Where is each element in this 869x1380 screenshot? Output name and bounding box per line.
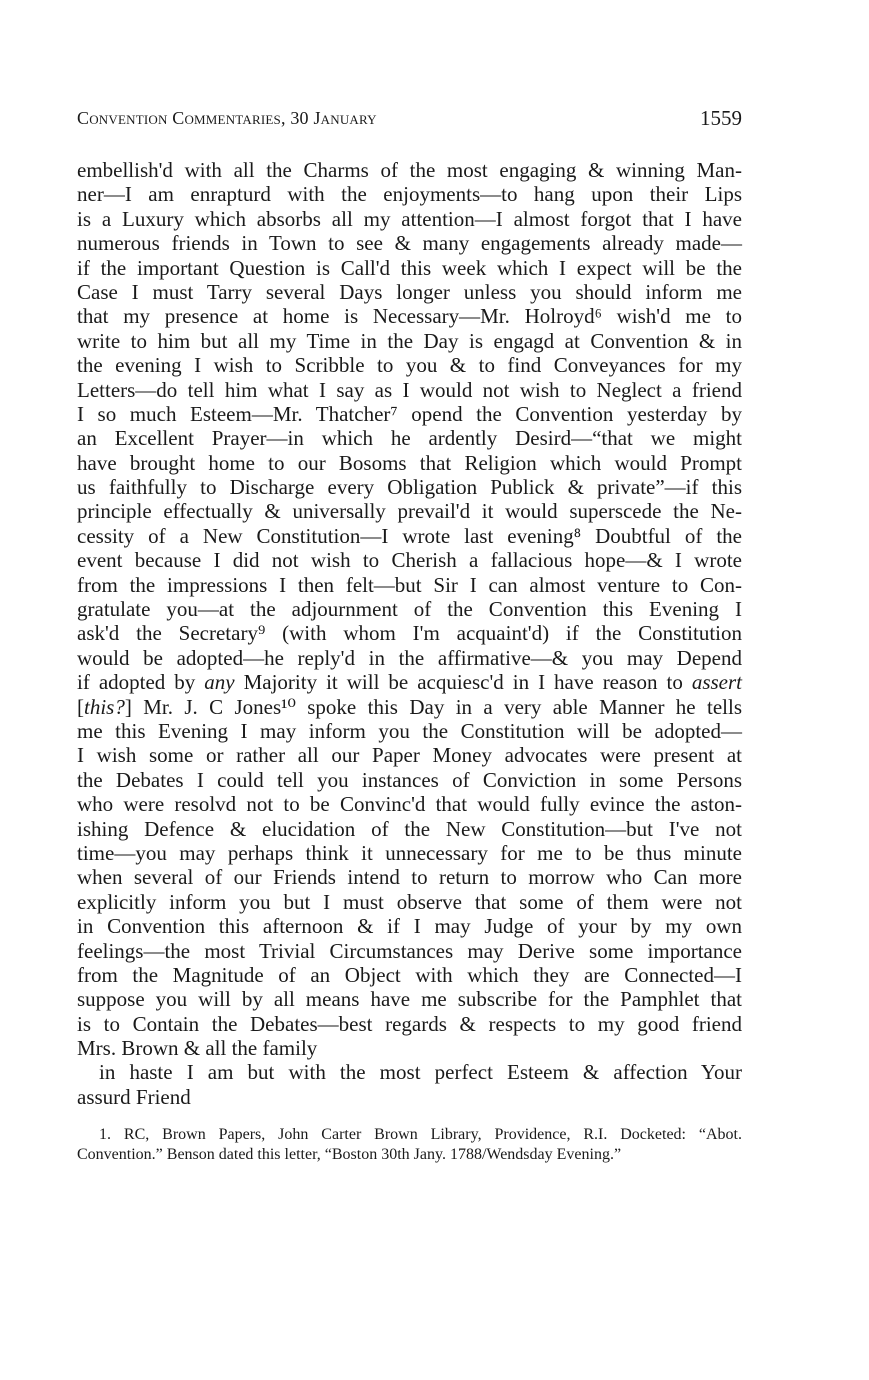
body-line: when several of our Friends intend to return to morrow who Can more [77,865,742,890]
body-line: me this Evening I may inform you the Constitution will be adopted— [77,718,742,743]
body-line: Letters—do tell him what I say as I would not wish to Neglect a friend [77,377,742,402]
body-line: is a Luxury which absorbs all my attention—I almost forgot that I have [77,206,742,231]
body-line: write to him but all my Time in the Day is engagd at Convention & in [77,328,742,353]
footnote-line: Convention.” Benson dated this letter, “Boston 30th Jany. 1788/Wendsday Evening.” [77,1146,622,1163]
body-line: Case I must Tarry several Days longer unless you should inform me [77,279,742,304]
body-line: time—you may perhaps think it unnecessary for me to be thus minute [77,840,742,865]
body-line: ask'd the Secretary⁹ (with whom I'm acquaint'd) if the Constitution [77,621,742,646]
body-line: embellish'd with all the Charms of the most engaging & winning Man- [77,158,742,182]
body-line: ishing Defence & elucidation of the New Constitution—but I've not [77,816,742,841]
closing-line: in haste I am but with the most perfect Esteem & affection Your [99,1060,742,1085]
body-line: feelings—the most Trivial Circumstances may Derive some importance [77,938,742,963]
body-line: is to Contain the Debates—best regards & respects to my good friend [77,1011,742,1036]
page-number: 1559 [700,106,742,130]
page-header [77,108,742,138]
body-line: event because I did not wish to Cherish a fallacious hope—& I wrote [77,548,742,573]
body-line: us faithfully to Discharge every Obligation Publick & private”—if this [77,475,742,500]
footnote [77,1125,742,1165]
body-line: from the impressions I then felt—but Sir I can almost venture to Con- [77,572,742,597]
body-line: the Debates I could tell you instances of Conviction in some Persons [77,767,742,792]
body-line: ner—I am enrapturd with the enjoyments—to hang upon their Lips [77,182,742,207]
body-line: Mrs. Brown & all the family [77,1036,318,1061]
body-line: an Excellent Prayer—in which he ardently Desird—“that we might [77,426,742,451]
letter-body [77,158,742,1109]
body-line: would be adopted—he reply'd in the affirmative—& you may Depend [77,645,742,670]
footnote-line: 1. RC, Brown Papers, John Carter Brown Library, Providence, R.I. Docketed: “Abot. [99,1126,742,1143]
running-head: Convention Commentaries, 30 January [77,108,377,128]
signature-line: assurd Friend [77,1084,191,1109]
body-line: that my presence at home is Necessary—Mr. Holroyd⁶ wish'd me to [77,304,742,329]
body-line: cessity of a New Constitution—I wrote last evening⁸ Doubtful of the [77,523,742,548]
body-line: gratulate you—at the adjournment of the Convention this Evening I [77,597,742,622]
body-line: explicitly inform you but I must observe that some of them were not [77,889,742,914]
body-line: have brought home to our Bosoms that Religion which would Prompt [77,450,742,475]
body-line: suppose you will by all means have me subscribe for the Pamphlet that [77,987,742,1012]
body-line: the evening I wish to Scribble to you & to find Conveyances for my [77,353,742,378]
body-line: who were resolvd not to be Convinc'd that would fully evince the aston- [77,792,742,817]
body-line: [this?] Mr. J. C Jones¹⁰ spoke this Day in a very able Manner he tells [77,694,742,719]
body-line: if adopted by any Majority it will be acquiesc'd in I have reason to assert [77,670,742,695]
body-line: if the important Question is Call'd this week which I expect will be the [77,255,742,280]
body-line: in Convention this afternoon & if I may Judge of your by my own [77,914,742,939]
body-line: I wish some or rather all our Paper Money advocates were present at [77,743,742,768]
body-line: numerous friends in Town to see & many engagements already made— [77,231,742,256]
body-line: principle effectually & universally prevail'd it would superscede the Ne- [77,499,742,524]
body-line: I so much Esteem—Mr. Thatcher⁷ opend the Convention yesterday by [77,401,742,426]
body-line: from the Magnitude of an Object with which they are Connected—I [77,962,742,987]
